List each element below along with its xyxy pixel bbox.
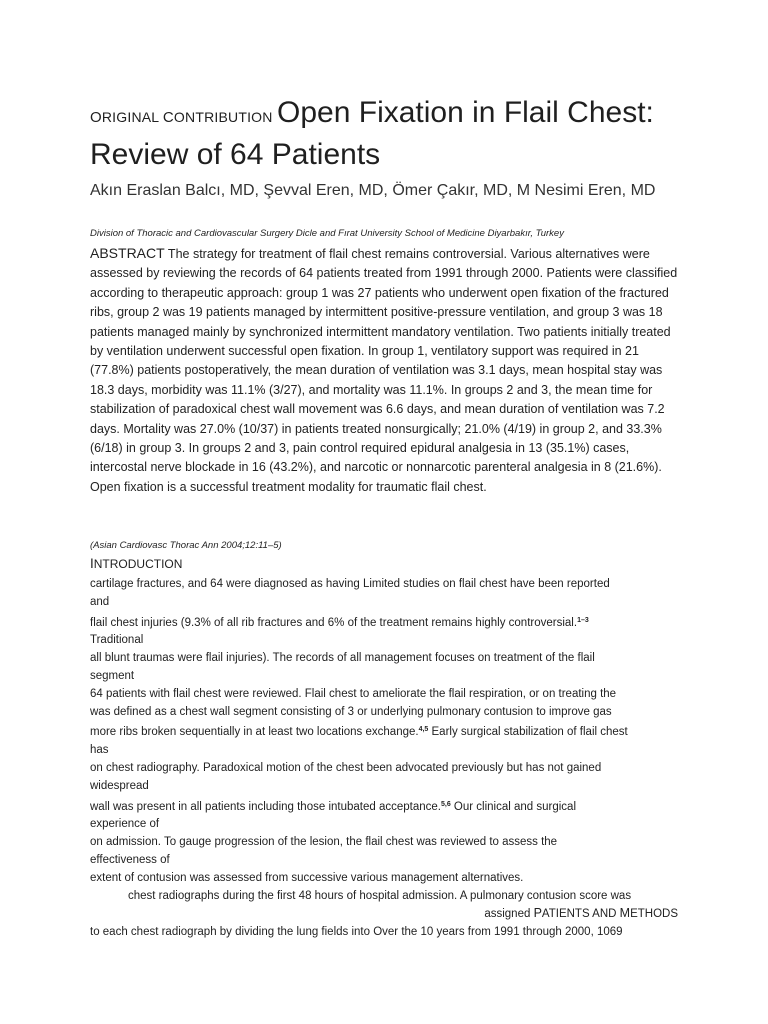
body-line: to each chest radiograph by dividing the lung fields into Over the 10 years from 1991 through 2000, 1069	[90, 926, 623, 939]
citation: (Asian Cardiovasc Thorac Ann 2004;12:11–5)	[90, 540, 282, 551]
abstract-label: ABSTRACT	[90, 245, 165, 261]
body-line: on chest radiography. Paradoxical motion of the chest been advocated previously but has not gained	[90, 761, 602, 774]
reference-superscript: 5,6	[440, 800, 451, 808]
article-title-continued: Review of 64 Patients	[90, 138, 381, 171]
body-line: on admission. To gauge progression of the lesion, the flail chest was reviewed to assess the	[90, 836, 558, 849]
abstract	[90, 244, 680, 497]
body-line: experience of	[90, 818, 160, 831]
body-line: cartilage fractures, and 64 were diagnosed as having Limited studies on flail chest have been reported	[90, 578, 610, 590]
introduction-heading: INTRODUCTION	[90, 556, 183, 571]
body-line: segment	[90, 669, 135, 682]
body-line: effectiveness of	[90, 853, 170, 866]
affiliation: Division of Thoracic and Cardiovascular Surgery Dicle and Fırat University School of Medicine Diyarbakır, Turkey	[90, 228, 564, 239]
body-line: Traditional	[90, 634, 144, 647]
reference-superscript: 1–3	[577, 616, 589, 624]
body-line: chest radiographs during the first 48 hours of hospital admission. A pulmonary contusion score was	[128, 889, 632, 902]
abstract-text: The strategy for treatment of flail chest remains controversial. Various alternatives were assessed by reviewing the records of 64 patients treated from 1991 through 2000. Patients were classified according to therapeutic approach: group 1 was 27 patients who underwent open fixation of the fractured ribs, group 2 was 19 patients managed by intermittent positive-pressure ventilation, and group 3 was 18 patients managed mainly by synchronized intermittent mandatory ventilation. Two patients initially treated by ventilation underwent successful open fixation. In group 1, ventilatory support was required in 21 (77.8%) patients postoperatively, the mean duration of ventilation was 3.1 days, mean hospital stay was 18.3 days, morbidity was 11.1% (3/27), and mortality was 11.1%. In groups 2 and 3, the mean time for stabilization of paradoxical chest wall movement was 6.6 days, and mean duration of ventilation was 7.2 days. Mortality was 27.0% (10/37) in patients treated nonsurgically; 21.0% (4/19) in group 2, and 33.3% (6/18) in group 3. In groups 2 and 3, pain control required epidural analgesia in 13 (35.1%) cases, intercostal nerve blockade in 16 (43.2%), and narcotic or nonnarcotic parenteral analgesia in 8 (21.6%). Open fixation is a successful treatment modality for traumatic flail chest.	[90, 247, 678, 494]
body-line: was defined as a chest wall segment consisting of 3 or underlying pulmonary contusion to improve gas	[90, 705, 612, 718]
title-line-1	[90, 96, 654, 130]
section-label: ORIGINAL CONTRIBUTION	[90, 109, 273, 126]
methods-heading-line: assigned PATIENTS AND METHODS	[484, 906, 678, 921]
body-line: 64 patients with flail chest were reviewed. Flail chest to ameliorate the flail respiration, or on treating the	[90, 687, 617, 700]
body-line: more ribs broken sequentially in at least two locations exchange.$^{4,5}$ Early surgical stabilization of flail chest	[90, 726, 628, 739]
body-line: and	[90, 595, 110, 608]
article-title: Open Fixation in Flail Chest:	[277, 96, 654, 129]
reference-superscript: 4,5	[418, 726, 429, 734]
body-text	[90, 576, 690, 942]
body-line: flail chest injuries (9.3% of all rib fractures and 6% of the treatment remains highly controversial.$^{1-3}$	[90, 616, 589, 629]
body-line: all blunt traumas were flail injuries). The records of all management focuses on treatment of the flail	[90, 652, 595, 665]
body-line: has	[90, 744, 109, 757]
body-line: widespread	[90, 779, 149, 792]
body-line: extent of contusion was assessed from successive various management alternatives.	[90, 871, 524, 884]
author-list: Akın Eraslan Balcı, MD, Şevval Eren, MD, Ömer Çakır, MD, M Nesimi Eren, MD	[90, 182, 656, 199]
body-line: wall was present in all patients including those intubated acceptance.$^{5,6}$ Our clinical and surgical	[90, 800, 576, 813]
